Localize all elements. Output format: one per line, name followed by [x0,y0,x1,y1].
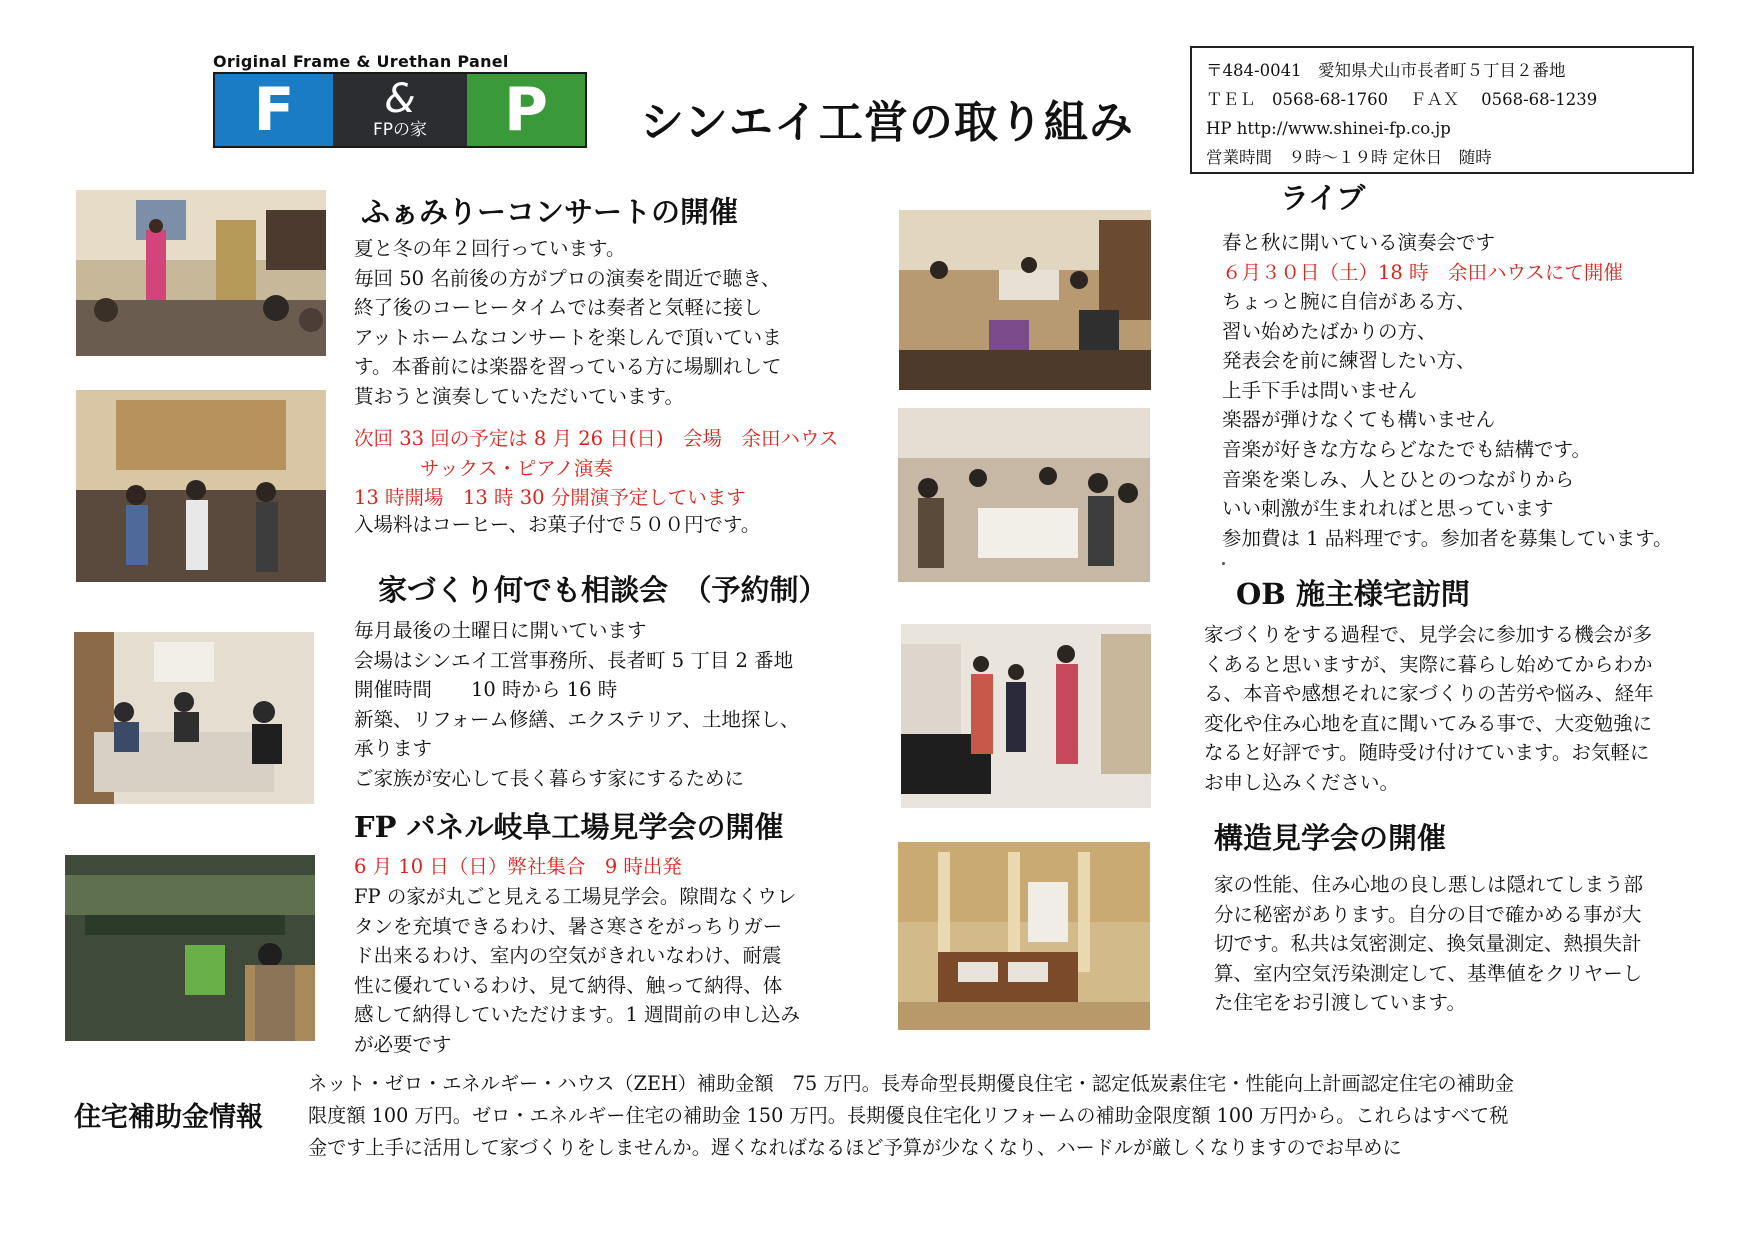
contact-box [1190,46,1694,174]
contact-homepage-link[interactable]: HP http://www.shinei-fp.co.jp [1206,119,1451,138]
live-intro: 春と秋に開いている演奏会です [1222,231,1496,254]
photo-ob-home-visit [901,624,1151,808]
ob-visit-line: くあると思いますが、実際に暮らし始めてからわか [1204,652,1653,676]
live-line: ちょっと腕に自信がある方、 [1222,290,1476,313]
contact-phone-fax: ＴＥＬ 0568-68-1760 ＦＡＸ 0568-68-1239 [1206,90,1598,109]
consult-description [354,616,799,794]
stray-dot [1222,562,1225,565]
concert-line: アットホームなコンサートを楽しんで頂いていま [354,325,782,349]
factory-line: FP の家が丸ごと見える工場見学会。隙間なくウレ [354,885,797,908]
factory-line: 感して納得していただけます。1 週間前の申し込み [354,1003,801,1027]
concert-fee: 入場料はコーヒー、お菓子付で５００円です。 [354,513,761,536]
concert-line: 貰おうと演奏していただいています。 [354,384,684,408]
subsidy-line: 限度額 100 万円。ゼロ・エネルギー住宅の補助金 150 万円。長期優良住宅化リフォームの補助金限度額 100 万円から。これらはすべて税 [308,1104,1509,1127]
consult-line: 毎月最後の土曜日に開いています [354,619,647,642]
photo-factory-tour [65,855,315,1041]
concert-line: 毎回 50 名前後の方がプロの演奏を間近で聴き、 [354,266,781,290]
company-logo [213,72,587,148]
contact-address: 〒484-0041 愛知県犬山市長者町５丁目２番地 [1206,61,1566,80]
live-date: ６月３０日（土）18 時 余田ハウスにて開催 [1222,261,1623,284]
structure-line: た住宅をお引渡しています。 [1214,991,1466,1015]
ob-visit-line: お申し込みください。 [1204,770,1400,794]
structure-line: 切です。私共は気密測定、換気量測定、熱損失計 [1214,932,1642,956]
concert-description [354,234,782,412]
logo-caption: FPの家 [372,120,428,140]
photo-consultation-meeting [74,632,314,804]
concert-next-line: 次回 33 回の予定は 8 月 26 日(日) 会場 余田ハウス [354,427,839,450]
live-line: 音楽が好きな方ならどなたでも結構です。 [1222,437,1591,461]
structure-line: 算、室内空気汚染測定して、基準値をクリヤーし [1214,961,1643,985]
logo-tagline: Original Frame & Urethan Panel [213,52,509,71]
live-line: 発表会を前に練習したい方、 [1222,349,1476,373]
structure-description [1214,870,1643,1018]
factory-line: 性に優れているわけ、見て納得、触って納得、体 [354,973,783,997]
logo-amp: & [384,76,416,122]
photo-structure-tour [898,842,1150,1030]
consult-line: 会場はシンエイ工営事務所、長者町 5 丁目 2 番地 [354,648,794,672]
live-line: 参加費は 1 品料理です。参加者を募集しています。 [1222,526,1673,550]
consult-line: 承ります [354,737,433,761]
subsidy-line: 金です上手に活用して家づくりをしませんか。遅くなればなるほど予算が少なくなり、ハードルが厳しくなりますのでお早めに [308,1136,1402,1159]
concert-next-line: サックス・ピアノ演奏 [420,456,613,480]
factory-line: ド出来るわけ、室内の空気がきれいなわけ、耐震 [354,944,782,968]
concert-next-line: 13 時開場 13 時 30 分開演予定しています [354,486,746,510]
photo-concert-harp [76,190,326,356]
live-description [1222,287,1673,553]
contact-hours: 営業時間 ９時～１９時 定休日 随時 [1206,148,1492,167]
ob-visit-line: 家づくりをする過程で、見学会に参加する機会が多 [1204,623,1653,646]
factory-date: 6 月 10 日（日）弊社集合 9 時出発 [354,855,682,878]
ob-visit-title: OB 施主様宅訪問 [1236,577,1470,611]
factory-line: が必要です [354,1032,452,1056]
logo-amp-block [333,74,467,146]
consult-title: 家づくり何でも相談会 （予約制） [378,573,828,607]
concert-next-schedule [354,424,838,513]
live-line: 音楽を楽しみ、人とひとのつながりから [1222,467,1575,491]
factory-title: FP パネル岐阜工場見学会の開催 [354,810,784,844]
page-title: シンエイ工営の取り組み [640,97,1134,148]
ob-visit-line: なると好評です。随時受け付けています。お気軽に [1204,741,1650,765]
concert-line: 終了後のコーヒータイムでは奏者と気軽に接し [354,296,763,320]
photo-live-performance [899,210,1151,390]
consult-line: ご家族が安心して長く暮らす家にするために [354,766,745,790]
logo-letter-p: P [467,74,585,146]
photo-concert-coffee-time [76,390,326,582]
factory-description [354,882,800,1060]
consult-line: 開催時間 10 時から 16 時 [354,678,618,702]
subsidy-description [308,1068,1514,1164]
structure-line: 分に秘密があります。自分の目で確かめる事が大 [1214,902,1642,926]
factory-line: タンを充填できるわけ、暑さ寒さをがっちりガー [354,914,783,938]
live-line: 楽器が弾けなくても構いません [1222,408,1496,432]
concert-line: す。本番前には楽器を習っている方に場馴れして [354,355,782,379]
live-line: 上手下手は問いません [1222,378,1418,402]
ob-visit-line: 変化や住み心地を直に聞いてみる事で、大変勉強に [1204,711,1653,735]
structure-line: 家の性能、住み心地の良し悪しは隠れてしまう部 [1214,873,1644,896]
photo-live-party [898,408,1150,582]
structure-title: 構造見学会の開催 [1214,821,1447,855]
ob-visit-line: る、本音や感想それに家づくりの苦労や悩み、経年 [1204,682,1654,706]
ob-visit-description [1204,620,1654,798]
concert-line: 夏と冬の年２回行っています。 [354,237,626,260]
live-line: いい刺激が生まれればと思っています [1222,497,1554,521]
live-line: 習い始めたばかりの方、 [1222,319,1437,343]
live-title: ライブ [1280,181,1366,215]
subsidy-line: ネット・ゼロ・エネルギー・ハウス（ZEH）補助金額 75 万円。長寿命型長期優良住宅・認定低炭素住宅・性能向上計画認定住宅の補助金 [308,1072,1515,1095]
subsidy-title: 住宅補助金情報 [74,1102,263,1133]
concert-title: ふぁみりーコンサートの開催 [361,195,739,229]
logo-letter-f: F [215,74,333,146]
consult-line: 新築、リフォーム修繕、エクステリア、土地探し、 [354,707,800,731]
